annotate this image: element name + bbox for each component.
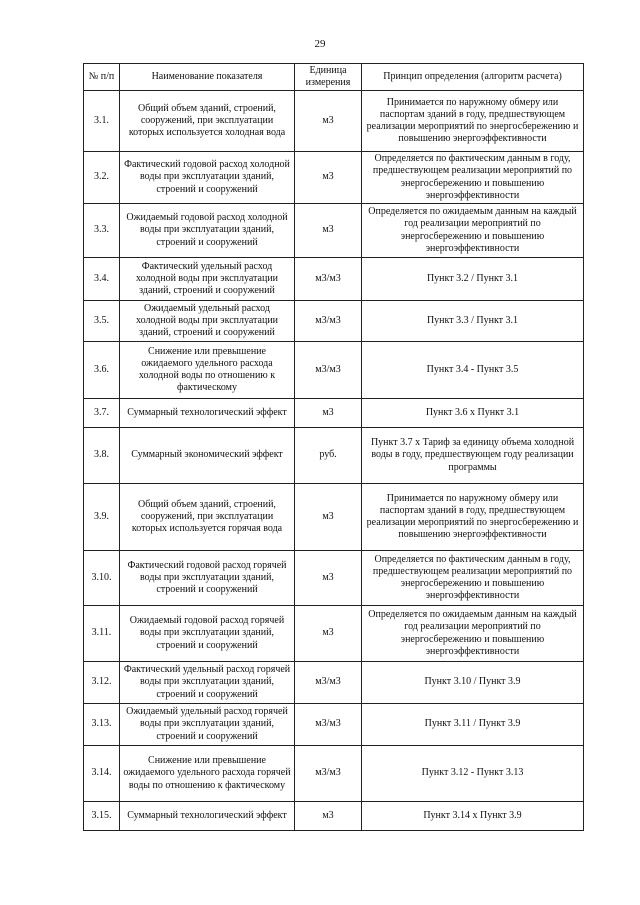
row-num: 3.12. (84, 662, 120, 704)
table-row (84, 301, 584, 342)
table-row (84, 484, 584, 551)
row-num: 3.10. (84, 551, 120, 606)
table-row (84, 551, 584, 606)
row-rule: Определяется по фактическим данным в году, предшествующем реализации мероприятий по энергосбережению и повышению энергоэффективности (362, 551, 584, 606)
row-name: Фактический годовой расход горячей воды при эксплуатации зданий, строений и сооружений (120, 551, 295, 606)
row-unit: м3/м3 (295, 342, 362, 399)
row-unit: м3/м3 (295, 746, 362, 802)
row-name: Суммарный экономический эффект (120, 428, 295, 484)
row-name: Суммарный технологический эффект (120, 399, 295, 428)
row-unit: м3/м3 (295, 301, 362, 342)
row-unit: м3 (295, 551, 362, 606)
row-rule: Пункт 3.6 х Пункт 3.1 (362, 399, 584, 428)
row-unit: м3 (295, 484, 362, 551)
table-row (84, 606, 584, 662)
table-row (84, 428, 584, 484)
header-rule: Принцип определения (алгоритм расчета) (362, 64, 584, 91)
row-num: 3.1. (84, 91, 120, 152)
row-rule: Пункт 3.4 - Пункт 3.5 (362, 342, 584, 399)
table-row (84, 91, 584, 152)
row-unit: руб. (295, 428, 362, 484)
header-row (84, 64, 584, 91)
header-unit: Единица измерения (295, 64, 362, 91)
row-rule: Пункт 3.14 х Пункт 3.9 (362, 802, 584, 831)
row-unit: м3 (295, 91, 362, 152)
row-rule: Пункт 3.2 / Пункт 3.1 (362, 258, 584, 301)
row-num: 3.15. (84, 802, 120, 831)
row-rule: Определяется по ожидаемым данным на каждый год реализации мероприятий по энергосбережению и повышению энергоэффективности (362, 606, 584, 662)
table-row (84, 342, 584, 399)
row-name: Фактический удельный расход горячей воды при эксплуатации зданий, строений и сооружений (120, 662, 295, 704)
table-row (84, 399, 584, 428)
row-num: 3.8. (84, 428, 120, 484)
row-name: Ожидаемый годовой расход горячей воды при эксплуатации зданий, строений и сооружений (120, 606, 295, 662)
row-unit: м3 (295, 152, 362, 204)
table-row (84, 662, 584, 704)
row-name: Ожидаемый удельный расход холодной воды при эксплуатации зданий, строений и сооружений (120, 301, 295, 342)
row-rule: Пункт 3.12 - Пункт 3.13 (362, 746, 584, 802)
row-name: Общий объем зданий, строений, сооружений, при эксплуатации которых используется холодная вода (120, 91, 295, 152)
row-rule: Принимается по наружному обмеру или паспортам зданий в году, предшествующем реализации мероприятий по энергосбережению и повышению энергоэффективности (362, 91, 584, 152)
row-num: 3.4. (84, 258, 120, 301)
row-rule: Пункт 3.3 / Пункт 3.1 (362, 301, 584, 342)
row-unit: м3 (295, 399, 362, 428)
row-name: Ожидаемый годовой расход холодной воды при эксплуатации зданий, строений и сооружений (120, 204, 295, 258)
row-num: 3.3. (84, 204, 120, 258)
row-unit: м3 (295, 204, 362, 258)
row-unit: м3 (295, 606, 362, 662)
header-name: Наименование показателя (120, 64, 295, 91)
row-num: 3.6. (84, 342, 120, 399)
row-unit: м3/м3 (295, 704, 362, 746)
table-row (84, 204, 584, 258)
table-row (84, 802, 584, 831)
row-rule: Принимается по наружному обмеру или паспортам зданий в году, предшествующем реализации мероприятий по энергосбережению и повышению энергоэффективности (362, 484, 584, 551)
row-rule: Пункт 3.7 х Тариф за единицу объема холодной воды в году, предшествующем году реализации программы (362, 428, 584, 484)
row-unit: м3/м3 (295, 662, 362, 704)
row-rule: Определяется по ожидаемым данным на каждый год реализации мероприятий по энергосбережению и повышению энергоэффективности (362, 204, 584, 258)
row-rule: Пункт 3.10 / Пункт 3.9 (362, 662, 584, 704)
table-row (84, 258, 584, 301)
row-name: Общий объем зданий, строений, сооружений, при эксплуатации которых используется горячая вода (120, 484, 295, 551)
row-name: Ожидаемый удельный расход горячей воды при эксплуатации зданий, строений и сооружений (120, 704, 295, 746)
row-unit: м3 (295, 802, 362, 831)
table-row (84, 704, 584, 746)
table-row (84, 746, 584, 802)
row-num: 3.7. (84, 399, 120, 428)
row-num: 3.13. (84, 704, 120, 746)
row-name: Суммарный технологический эффект (120, 802, 295, 831)
row-name: Снижение или превышение ожидаемого удельного расхода холодной воды по отношению к фактическому (120, 342, 295, 399)
row-num: 3.9. (84, 484, 120, 551)
row-unit: м3/м3 (295, 258, 362, 301)
table-row (84, 152, 584, 204)
row-num: 3.5. (84, 301, 120, 342)
header-num: № п/п (84, 64, 120, 91)
row-rule: Определяется по фактическим данным в году, предшествующем реализации мероприятий по энергосбережению и повышению энергоэффективности (362, 152, 584, 204)
row-name: Фактический годовой расход холодной воды при эксплуатации зданий, строений и сооружений (120, 152, 295, 204)
row-num: 3.14. (84, 746, 120, 802)
row-num: 3.2. (84, 152, 120, 204)
row-num: 3.11. (84, 606, 120, 662)
page-number: 29 (314, 38, 326, 50)
row-name: Снижение или превышение ожидаемого удельного расхода горячей воды по отношению к фактическому (120, 746, 295, 802)
indicators-table (83, 63, 584, 831)
row-name: Фактический удельный расход холодной воды при эксплуатации зданий, строений и сооружений (120, 258, 295, 301)
row-rule: Пункт 3.11 / Пункт 3.9 (362, 704, 584, 746)
